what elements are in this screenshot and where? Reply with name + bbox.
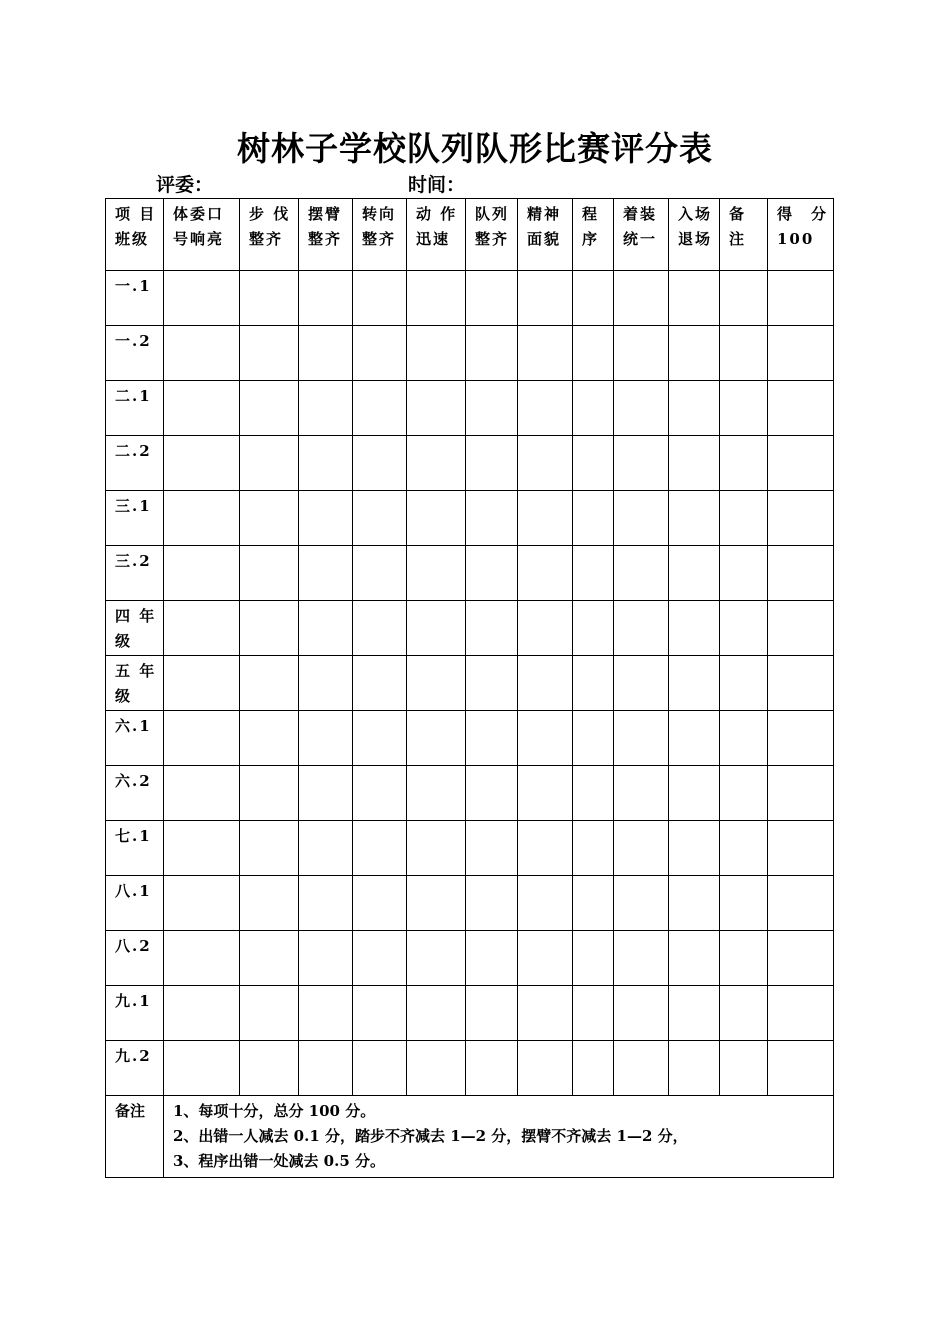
score-cell[interactable] <box>164 876 240 931</box>
header-line-1: 精神 <box>527 205 562 223</box>
header-line-1: 得 分 <box>777 205 829 223</box>
score-cell[interactable] <box>614 381 669 436</box>
header-line-1: 转向 <box>362 205 397 223</box>
score-cell[interactable] <box>720 986 768 1041</box>
score-cell[interactable] <box>768 876 834 931</box>
table-body <box>106 199 834 1178</box>
score-cell[interactable] <box>240 1041 299 1096</box>
score-cell[interactable] <box>299 711 353 766</box>
score-cell[interactable] <box>720 656 768 711</box>
score-cell[interactable] <box>518 546 573 601</box>
score-cell[interactable] <box>407 271 466 326</box>
score-cell[interactable] <box>407 491 466 546</box>
score-cell[interactable] <box>573 326 614 381</box>
score-cell[interactable] <box>164 491 240 546</box>
score-cell[interactable] <box>299 931 353 986</box>
score-cell[interactable] <box>353 271 407 326</box>
score-cell[interactable] <box>466 546 518 601</box>
score-cell[interactable] <box>573 1041 614 1096</box>
score-cell[interactable] <box>240 876 299 931</box>
table-row <box>106 436 834 491</box>
score-cell[interactable] <box>573 546 614 601</box>
score-cell[interactable] <box>573 491 614 546</box>
header-line-2: 统一 <box>623 230 658 248</box>
table-row <box>106 821 834 876</box>
score-cell[interactable] <box>353 326 407 381</box>
header-line-1: 入场 <box>678 205 713 223</box>
table-row <box>106 986 834 1041</box>
score-cell[interactable] <box>669 436 720 491</box>
score-cell[interactable] <box>240 381 299 436</box>
score-cell[interactable] <box>299 271 353 326</box>
score-cell[interactable] <box>573 381 614 436</box>
score-cell[interactable] <box>240 711 299 766</box>
score-cell[interactable] <box>768 271 834 326</box>
score-cell[interactable] <box>407 601 466 656</box>
score-cell[interactable] <box>768 491 834 546</box>
score-cell[interactable] <box>407 381 466 436</box>
score-cell[interactable] <box>768 656 834 711</box>
header-cell <box>466 199 518 271</box>
score-cell[interactable] <box>353 986 407 1041</box>
score-cell[interactable] <box>240 601 299 656</box>
header-line-1: 程 <box>582 205 600 223</box>
table-row <box>106 876 834 931</box>
score-cell[interactable] <box>240 766 299 821</box>
score-cell[interactable] <box>614 656 669 711</box>
class-label: 八.1 <box>106 876 164 931</box>
class-label: 九.2 <box>106 1041 164 1096</box>
score-cell[interactable] <box>353 601 407 656</box>
table-row <box>106 326 834 381</box>
score-cell[interactable] <box>669 821 720 876</box>
table-row <box>106 271 834 326</box>
class-label: 四 年级 <box>106 601 164 656</box>
header-line-1: 步 伐 <box>249 205 291 223</box>
class-label: 一.1 <box>106 271 164 326</box>
score-cell[interactable] <box>518 876 573 931</box>
score-cell[interactable] <box>164 436 240 491</box>
score-cell[interactable] <box>614 436 669 491</box>
header-cell <box>407 199 466 271</box>
header-cell <box>720 199 768 271</box>
score-cell[interactable] <box>573 821 614 876</box>
score-cell[interactable] <box>164 711 240 766</box>
header-line-1: 备 <box>729 205 747 223</box>
score-table <box>105 198 834 1178</box>
score-cell[interactable] <box>669 656 720 711</box>
header-line-2: 面貌 <box>527 230 562 248</box>
header-line-2: 整齐 <box>475 230 510 248</box>
score-cell[interactable] <box>299 601 353 656</box>
header-line-2: 号响亮 <box>173 230 225 248</box>
remarks-line: 1、每项十分，总分 100 分。 <box>173 1102 376 1120</box>
score-cell[interactable] <box>768 1041 834 1096</box>
score-cell[interactable] <box>164 546 240 601</box>
score-cell[interactable] <box>669 931 720 986</box>
score-cell[interactable] <box>407 1041 466 1096</box>
score-cell[interactable] <box>299 656 353 711</box>
score-cell[interactable] <box>614 876 669 931</box>
score-cell[interactable] <box>353 546 407 601</box>
score-cell[interactable] <box>669 491 720 546</box>
header-cell <box>614 199 669 271</box>
score-cell[interactable] <box>669 1041 720 1096</box>
header-line-2: 注 <box>729 230 747 248</box>
score-cell[interactable] <box>669 986 720 1041</box>
score-cell[interactable] <box>240 491 299 546</box>
score-cell[interactable] <box>407 931 466 986</box>
header-cell <box>768 199 834 271</box>
score-cell[interactable] <box>768 381 834 436</box>
score-cell[interactable] <box>466 491 518 546</box>
score-cell[interactable] <box>720 821 768 876</box>
header-cell <box>164 199 240 271</box>
score-cell[interactable] <box>240 326 299 381</box>
score-cell[interactable] <box>614 326 669 381</box>
table-row <box>106 381 834 436</box>
table-row <box>106 491 834 546</box>
header-line-2: 班级 <box>115 230 150 248</box>
score-cell[interactable] <box>466 986 518 1041</box>
header-line-1: 着装 <box>623 205 658 223</box>
score-cell[interactable] <box>353 931 407 986</box>
table-row <box>106 766 834 821</box>
header-cell <box>353 199 407 271</box>
header-cell <box>669 199 720 271</box>
table-row <box>106 711 834 766</box>
score-cell[interactable] <box>768 711 834 766</box>
table-row <box>106 601 834 656</box>
score-cell[interactable] <box>768 546 834 601</box>
score-cell[interactable] <box>768 766 834 821</box>
score-cell[interactable] <box>466 326 518 381</box>
time-label: 时间： <box>408 174 466 196</box>
score-cell[interactable] <box>614 546 669 601</box>
score-cell[interactable] <box>614 711 669 766</box>
score-cell[interactable] <box>768 436 834 491</box>
score-cell[interactable] <box>407 711 466 766</box>
score-cell[interactable] <box>240 821 299 876</box>
score-cell[interactable] <box>353 656 407 711</box>
score-cell[interactable] <box>573 711 614 766</box>
remarks-row <box>106 1096 834 1178</box>
remarks-line: 3、程序出错一处减去 0.5 分。 <box>173 1152 385 1170</box>
score-cell[interactable] <box>240 986 299 1041</box>
score-cell[interactable] <box>407 656 466 711</box>
score-cell[interactable] <box>466 381 518 436</box>
score-cell[interactable] <box>669 326 720 381</box>
score-cell[interactable] <box>466 271 518 326</box>
score-cell[interactable] <box>240 931 299 986</box>
score-cell[interactable] <box>518 326 573 381</box>
score-cell[interactable] <box>768 931 834 986</box>
table-row <box>106 546 834 601</box>
score-cell[interactable] <box>669 546 720 601</box>
score-cell[interactable] <box>164 271 240 326</box>
score-cell[interactable] <box>614 931 669 986</box>
score-cell[interactable] <box>518 711 573 766</box>
score-cell[interactable] <box>573 656 614 711</box>
class-label: 六.2 <box>106 766 164 821</box>
score-cell[interactable] <box>240 271 299 326</box>
score-cell[interactable] <box>669 381 720 436</box>
score-cell[interactable] <box>240 656 299 711</box>
score-cell[interactable] <box>164 931 240 986</box>
header-cell <box>518 199 573 271</box>
score-cell[interactable] <box>466 1041 518 1096</box>
score-cell[interactable] <box>299 381 353 436</box>
score-cell[interactable] <box>614 601 669 656</box>
score-cell[interactable] <box>720 931 768 986</box>
header-line-2: 100 <box>777 230 815 248</box>
score-cell[interactable] <box>720 601 768 656</box>
score-cell[interactable] <box>720 491 768 546</box>
score-cell[interactable] <box>768 601 834 656</box>
class-label: 八.2 <box>106 931 164 986</box>
header-cell <box>573 199 614 271</box>
remarks-label: 备注 <box>106 1096 164 1178</box>
score-cell[interactable] <box>518 656 573 711</box>
score-cell[interactable] <box>573 601 614 656</box>
score-cell[interactable] <box>407 821 466 876</box>
score-cell[interactable] <box>466 436 518 491</box>
table-row <box>106 1041 834 1096</box>
score-cell[interactable] <box>518 766 573 821</box>
score-cell[interactable] <box>466 931 518 986</box>
header-line-1: 队列 <box>475 205 510 223</box>
header-line-2: 整齐 <box>362 230 397 248</box>
judge-label: 评委： <box>156 174 214 196</box>
score-cell[interactable] <box>466 601 518 656</box>
score-cell[interactable] <box>518 436 573 491</box>
table-row <box>106 931 834 986</box>
score-cell[interactable] <box>768 986 834 1041</box>
class-label: 九.1 <box>106 986 164 1041</box>
score-cell[interactable] <box>720 876 768 931</box>
class-label: 三.2 <box>106 546 164 601</box>
score-cell[interactable] <box>299 491 353 546</box>
header-line-2: 整齐 <box>308 230 343 248</box>
score-cell[interactable] <box>518 931 573 986</box>
score-cell[interactable] <box>518 381 573 436</box>
header-cell <box>106 199 164 271</box>
score-cell[interactable] <box>299 986 353 1041</box>
class-label: 七.1 <box>106 821 164 876</box>
score-cell[interactable] <box>353 381 407 436</box>
score-cell[interactable] <box>720 326 768 381</box>
score-cell[interactable] <box>720 766 768 821</box>
score-cell[interactable] <box>573 436 614 491</box>
header-cell <box>299 199 353 271</box>
score-cell[interactable] <box>768 326 834 381</box>
class-label: 一.2 <box>106 326 164 381</box>
score-cell[interactable] <box>164 601 240 656</box>
score-cell[interactable] <box>518 986 573 1041</box>
score-cell[interactable] <box>573 876 614 931</box>
score-cell[interactable] <box>669 711 720 766</box>
score-cell[interactable] <box>299 1041 353 1096</box>
score-cell[interactable] <box>720 271 768 326</box>
score-cell[interactable] <box>164 821 240 876</box>
score-cell[interactable] <box>518 601 573 656</box>
score-cell[interactable] <box>466 821 518 876</box>
header-line-1: 体委口 <box>173 205 225 223</box>
score-cell[interactable] <box>299 821 353 876</box>
score-cell[interactable] <box>299 326 353 381</box>
score-cell[interactable] <box>573 766 614 821</box>
remarks-line: 2、出错一人减去 0.1 分，踏步不齐减去 1—2 分，摆臂不齐减去 1—2 分， <box>173 1127 688 1145</box>
header-row <box>106 199 834 271</box>
class-label: 三.1 <box>106 491 164 546</box>
score-cell[interactable] <box>518 1041 573 1096</box>
score-cell[interactable] <box>353 876 407 931</box>
header-cell <box>240 199 299 271</box>
score-cell[interactable] <box>573 271 614 326</box>
score-cell[interactable] <box>164 326 240 381</box>
class-label: 二.1 <box>106 381 164 436</box>
score-cell[interactable] <box>720 546 768 601</box>
score-cell[interactable] <box>353 436 407 491</box>
score-cell[interactable] <box>299 546 353 601</box>
score-cell[interactable] <box>573 931 614 986</box>
score-cell[interactable] <box>466 711 518 766</box>
page-title: 树林子学校队列队形比赛评分表 <box>237 129 713 168</box>
score-cell[interactable] <box>240 436 299 491</box>
score-cell[interactable] <box>573 986 614 1041</box>
score-cell[interactable] <box>614 271 669 326</box>
score-cell[interactable] <box>164 766 240 821</box>
score-cell[interactable] <box>466 766 518 821</box>
score-cell[interactable] <box>299 876 353 931</box>
score-cell[interactable] <box>353 491 407 546</box>
header-line-1: 项 目 <box>115 205 157 223</box>
score-cell[interactable] <box>720 711 768 766</box>
score-cell[interactable] <box>614 1041 669 1096</box>
score-cell[interactable] <box>518 821 573 876</box>
score-cell[interactable] <box>353 711 407 766</box>
score-cell[interactable] <box>466 876 518 931</box>
score-cell[interactable] <box>164 986 240 1041</box>
score-cell[interactable] <box>407 876 466 931</box>
score-cell[interactable] <box>614 821 669 876</box>
score-cell[interactable] <box>720 436 768 491</box>
score-cell[interactable] <box>407 546 466 601</box>
score-cell[interactable] <box>466 656 518 711</box>
header-line-1: 摆臂 <box>308 205 343 223</box>
score-cell[interactable] <box>614 766 669 821</box>
table-row <box>106 656 834 711</box>
score-cell[interactable] <box>614 491 669 546</box>
score-cell[interactable] <box>720 381 768 436</box>
score-cell[interactable] <box>407 766 466 821</box>
score-cell[interactable] <box>164 381 240 436</box>
header-line-2: 退场 <box>678 230 713 248</box>
score-cell[interactable] <box>614 986 669 1041</box>
header-line-2: 迅速 <box>416 230 451 248</box>
score-cell[interactable] <box>353 766 407 821</box>
score-cell[interactable] <box>164 1041 240 1096</box>
score-cell[interactable] <box>353 1041 407 1096</box>
score-cell[interactable] <box>240 546 299 601</box>
score-cell[interactable] <box>407 436 466 491</box>
score-cell[interactable] <box>299 436 353 491</box>
score-cell[interactable] <box>669 766 720 821</box>
score-cell[interactable] <box>299 766 353 821</box>
score-cell[interactable] <box>518 271 573 326</box>
header-line-2: 序 <box>582 230 600 248</box>
score-cell[interactable] <box>407 986 466 1041</box>
header-line-1: 动 作 <box>416 205 458 223</box>
score-cell[interactable] <box>407 326 466 381</box>
score-cell[interactable] <box>768 821 834 876</box>
class-label: 二.2 <box>106 436 164 491</box>
score-cell[interactable] <box>669 271 720 326</box>
header-line-2: 整齐 <box>249 230 284 248</box>
remarks-text <box>164 1096 834 1178</box>
class-label: 六.1 <box>106 711 164 766</box>
score-cell[interactable] <box>669 876 720 931</box>
class-label: 五 年级 <box>106 656 164 711</box>
score-cell[interactable] <box>353 821 407 876</box>
score-cell[interactable] <box>669 601 720 656</box>
score-cell[interactable] <box>720 1041 768 1096</box>
score-cell[interactable] <box>518 491 573 546</box>
score-cell[interactable] <box>164 656 240 711</box>
